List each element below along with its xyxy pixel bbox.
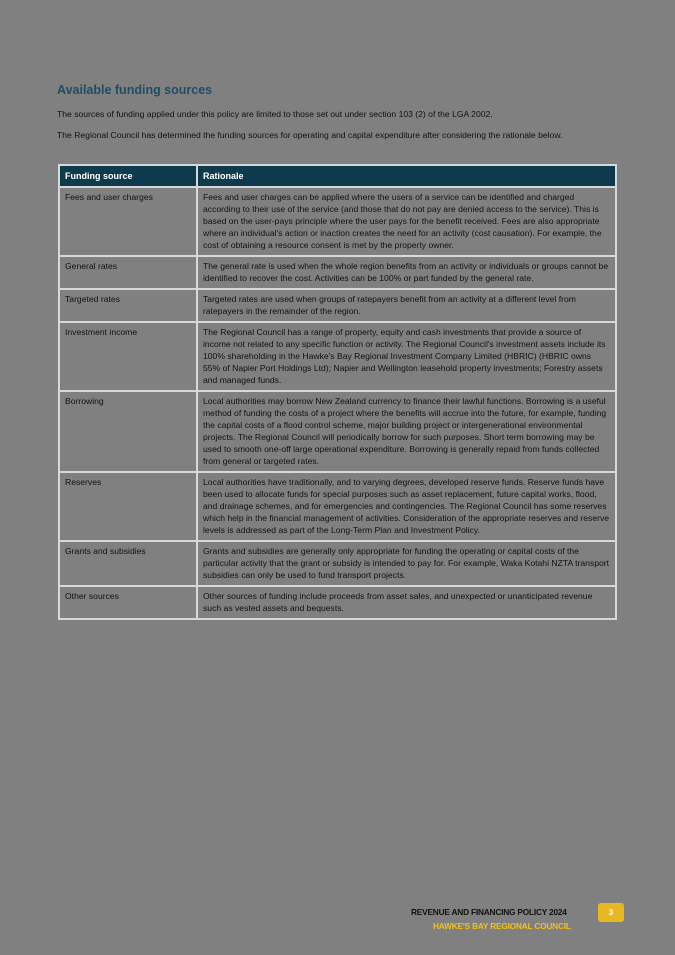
rationale-cell: The Regional Council has a range of property, equity and cash investments that provide a source of income not related to any specific function or activity. The Regional Council's investment assets include its 100% shareholding in the Hawke's Bay Regional Investment Company Limited (HBRIC) (HBRIC owns 55% of Napier Port Holdings Ltd); Napier and Wellington leasehold property investments; Forestry assets and managed funds. xyxy=(197,322,616,391)
funding-sources-table xyxy=(58,164,617,620)
rationale-cell: Targeted rates are used when groups of ratepayers benefit from an activity at a different level from ratepayers in the remainder of the region. xyxy=(197,289,616,322)
table-header-row xyxy=(59,165,616,187)
table-row xyxy=(59,322,616,391)
table-row xyxy=(59,256,616,289)
table-row xyxy=(59,289,616,322)
rationale-cell: The general rate is used when the whole region benefits from an activity or individuals or groups cannot be identified to recover the cost. Activities can be 100% or part funded by the general rate. xyxy=(197,256,616,289)
column-header-rationale: Rationale xyxy=(197,165,616,187)
footer-organisation: HAWKE'S BAY REGIONAL COUNCIL xyxy=(433,921,571,931)
funding-source-cell: Fees and user charges xyxy=(59,187,197,256)
funding-source-cell: Investment income xyxy=(59,322,197,391)
funding-source-cell: General rates xyxy=(59,256,197,289)
funding-source-cell: Other sources xyxy=(59,586,197,619)
section-heading: Available funding sources xyxy=(57,83,213,97)
table-row xyxy=(59,187,616,256)
table-row xyxy=(59,586,616,619)
table-row xyxy=(59,541,616,586)
footer-document-title: REVENUE AND FINANCING POLICY 2024 xyxy=(411,907,567,917)
column-header-funding-source: Funding source xyxy=(59,165,197,187)
funding-source-cell: Targeted rates xyxy=(59,289,197,322)
funding-source-cell: Reserves xyxy=(59,472,197,541)
funding-source-cell: Grants and subsidies xyxy=(59,541,197,586)
table-row xyxy=(59,472,616,541)
intro-paragraph-1: The sources of funding applied under this policy are limited to those set out under section 103 (2) of the LGA 2002. xyxy=(57,109,493,119)
table-row xyxy=(59,391,616,472)
funding-source-cell: Borrowing xyxy=(59,391,197,472)
rationale-cell: Other sources of funding include proceeds from asset sales, and unexpected or unanticipated revenue such as vested assets and bequests. xyxy=(197,586,616,619)
rationale-cell: Grants and subsidies are generally only appropriate for funding the operating or capital costs of the particular activity that the grant or subsidy is intended to pay for. For example, Waka Kotahi NZTA transport subsidies can only be used to fund transport projects. xyxy=(197,541,616,586)
intro-paragraph-2: The Regional Council has determined the funding sources for operating and capital expenditure after considering the rationale below. xyxy=(57,130,563,140)
page-number-badge: 3 xyxy=(598,903,624,922)
rationale-cell: Local authorities have traditionally, and to varying degrees, developed reserve funds. Reserve funds have been used to allocate funds for special purposes such as asset replacement, future capital works, flood, and drainage schemes, and for emergencies and contingencies. The Regional Council has some reserves which help in the financial management of activities. Consideration of the appropriate reserves and reserve levels is addressed as part of the Long-Term Plan and Investment Policy. xyxy=(197,472,616,541)
rationale-cell: Fees and user charges can be applied where the users of a service can be identified and charged according to their use of the service (and those that do not pay are denied access to the service). This is based on the user-pays principle where the user pays for the benefit received. Fees are also appropriate where an individual's action or inaction creates the need for an activity (cost causation). For example, the cost of obtaining a resource consent is met by the property owner. xyxy=(197,187,616,256)
rationale-cell: Local authorities may borrow New Zealand currency to finance their lawful functions. Borrowing is a useful method of funding the costs of a project where the benefits will accrue into the future, for example, funding the capital costs of a flood control scheme, major building project or intergenerational environmental projects. The Regional Council will periodically borrow for such purposes. Short term borrowing may be used to smooth one-off large operational expenditure. Borrowing is generally repaid from funds collected from general or targeted rates. xyxy=(197,391,616,472)
